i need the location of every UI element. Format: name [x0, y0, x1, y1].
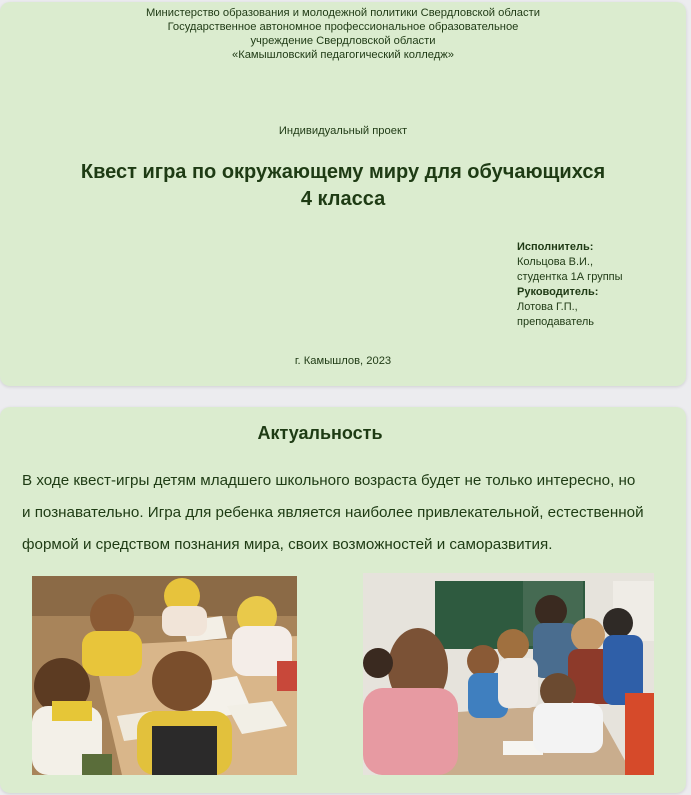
credits-block — [517, 240, 623, 330]
institution-header — [0, 6, 686, 62]
students-in-classroom-photo — [363, 573, 654, 775]
project-title — [0, 159, 686, 213]
project-type: Индивидуальный проект — [278, 125, 408, 137]
slide-title: Актуальность — [257, 423, 383, 443]
supervisor-info: преподаватель — [517, 316, 594, 328]
performer-info: студентка 1А группы — [517, 271, 623, 283]
children-at-table-photo — [32, 576, 297, 775]
body-line: В ходе квест-игры детям младшего школьного возраста будет не только интересно, но — [22, 472, 636, 489]
slide-body-text — [22, 465, 668, 561]
performer-name: Кольцова В.И., — [517, 256, 594, 268]
body-line: формой и средством познания мира, своих возможностей и саморазвития. — [22, 536, 553, 553]
header-line: «Камышловский педагогический колледж» — [231, 49, 455, 61]
title-line: Квест игра по окружающему миру для обучающихся — [80, 161, 606, 183]
title-slide — [0, 2, 686, 386]
header-line: учреждение Свердловской области — [250, 35, 436, 47]
header-line: Министерство образования и молодежной политики Свердловской области — [145, 7, 540, 19]
relevance-slide — [0, 407, 686, 793]
supervisor-name: Лотова Г.П., — [517, 301, 578, 313]
header-line: Государственное автономное профессиональное образовательное — [167, 21, 519, 33]
performer-label: Исполнитель: — [517, 241, 594, 253]
city-year: г. Камышлов, 2023 — [294, 355, 392, 367]
supervisor-label: Руководитель: — [517, 286, 599, 298]
title-line: 4 класса — [300, 188, 386, 210]
body-line: и познавательно. Игра для ребенка является наиболее привлекательной, естественной — [22, 504, 644, 521]
